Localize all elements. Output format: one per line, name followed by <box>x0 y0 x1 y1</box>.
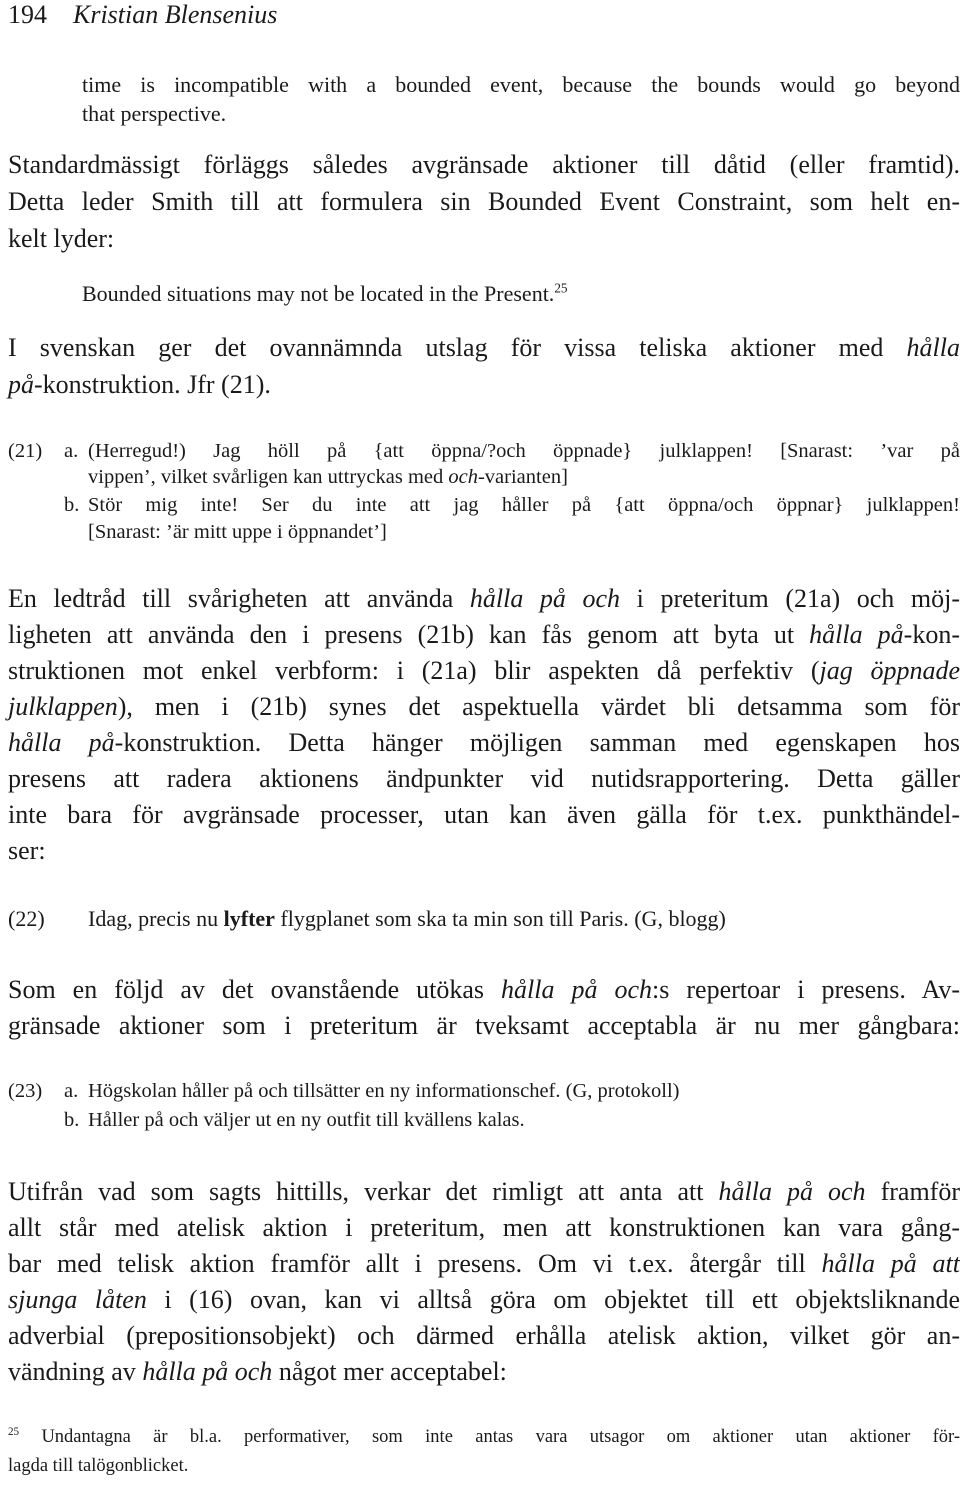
body-text: i preteritum (21a) och möj- <box>620 584 960 613</box>
body-text: struktionen mot enkel verbform: i (21a) blir aspekten då perfektiv ( <box>8 656 820 685</box>
italic-term: hålla på och <box>718 1177 866 1206</box>
running-title: Kristian Blensenius <box>73 0 278 29</box>
example-text: [Snarast: ’är mitt uppe i öppnandet’] <box>88 521 387 543</box>
body-text: :s repertoar i presens. Av- <box>652 975 960 1004</box>
body-text: i (16) ovan, kan vi alltså göra om objektet till ett objektsliknande <box>146 1285 960 1314</box>
italic-term: hålla på och <box>469 584 621 613</box>
body-line: allt står med atelisk aktion i preteritum, men att konstruktionen kan vara gång- <box>8 1213 960 1242</box>
example-text: vippen’, vilket svårligen kan uttryckas med <box>88 466 449 488</box>
example-text: flygplanet som ska ta min son till Paris. (G, blogg) <box>274 906 726 931</box>
example-label: b. <box>64 1109 80 1131</box>
italic-term: hålla på att <box>821 1249 960 1278</box>
italic-term: hålla på <box>8 728 115 757</box>
example-text: Stör mig inte! Ser du inte att jag håller på {att öppna/och öppnar} julklappen! <box>88 494 960 516</box>
example-text: Högskolan håller på och tillsätter en ny informationschef. (G, protokoll) <box>88 1080 680 1102</box>
body-text: ligheten att använda den i presens (21b) kan fås genom att byta ut <box>8 620 810 649</box>
body-line: inte bara för avgränsade processer, utan kan även gälla för t.ex. punkthändel- <box>8 800 960 829</box>
quote-line: that perspective. <box>82 101 227 126</box>
footnote-text: lagda till talögonblicket. <box>8 1456 189 1476</box>
body-text: ), men i (21b) synes det aspektuella värdet bli detsamma som för <box>117 692 960 721</box>
example-label: a. <box>64 1080 79 1102</box>
body-text: -konstruktion. Detta hänger möjligen samman med egenskapen hos <box>114 728 960 757</box>
body-text: -konstruktion. Jfr (21). <box>34 370 271 399</box>
body-text: framför <box>865 1177 960 1206</box>
example-label: a. <box>64 440 79 462</box>
body-line: Standardmässigt förläggs således avgränsade aktioner till dåtid (eller framtid). <box>8 150 960 179</box>
example-number: (23) <box>8 1080 43 1102</box>
example-text: (Herregud!) Jag höll på {att öppna/?och öppnade} julklappen! [Snarast: ’var på <box>88 440 960 462</box>
body-text: -kon- <box>903 620 960 649</box>
example-number: (22) <box>8 906 45 931</box>
constraint-text: Bounded situations may not be located in the Present. <box>82 281 555 306</box>
body-text: bar med telisk aktion framför allt i presens. Om vi t.ex. återgår till <box>8 1249 822 1278</box>
example-text: Idag, precis nu <box>88 906 224 931</box>
body-text: Som en följd av det ovanstående utökas <box>8 975 502 1004</box>
body-text: I svenskan ger det ovannämnda utslag för vissa teliska aktioner med <box>8 333 907 362</box>
italic-term: jag öppnade <box>819 656 960 685</box>
body-line: adverbial (prepositionsobjekt) och därmed erhålla atelisk aktion, vilket gör an- <box>8 1321 960 1350</box>
body-text: Utifrån vad som sagts hittills, verkar det rimligt att anta att <box>8 1177 719 1206</box>
italic-term: och <box>448 466 478 488</box>
example-text: -varianten] <box>477 466 568 488</box>
footnote-number: 25 <box>8 1425 20 1438</box>
italic-term: hålla <box>906 333 960 362</box>
constraint-quote <box>82 281 568 307</box>
body-line: ser: <box>8 836 46 865</box>
quote-line: time is incompatible with a bounded event, because the bounds would go beyond <box>82 72 960 97</box>
italic-term: hålla på och <box>501 975 653 1004</box>
example-text: Håller på och väljer ut en ny outfit till kvällens kalas. <box>88 1109 525 1131</box>
body-line: Detta leder Smith till att formulera sin Bounded Event Constraint, som helt en- <box>8 187 960 216</box>
italic-term: julklappen <box>8 692 118 721</box>
bold-term: lyfter <box>223 906 275 931</box>
body-line: kelt lyder: <box>8 224 115 253</box>
footnote-ref: 25 <box>554 280 568 296</box>
body-text: vändning av <box>8 1357 143 1386</box>
body-text: En ledtråd till svårigheten att använda <box>8 584 470 613</box>
body-text: något mer acceptabel: <box>272 1357 507 1386</box>
body-line: gränsade aktioner som i preteritum är tveksamt acceptabla är nu mer gångbara: <box>8 1011 960 1040</box>
italic-term: hålla på och <box>142 1357 273 1386</box>
body-line: presens att radera aktionens ändpunkter vid nutidsrapportering. Detta gäller <box>8 764 960 793</box>
italic-term: sjunga låten <box>8 1285 147 1314</box>
example-number: (21) <box>8 440 43 462</box>
example-label: b. <box>64 494 80 516</box>
italic-term: hålla på <box>809 620 904 649</box>
page-number: 194 <box>8 0 47 29</box>
running-header <box>8 0 277 30</box>
footnote-text: Undantagna är bl.a. performativer, som inte antas vara utsagor om aktioner utan aktioner för- <box>41 1427 960 1447</box>
italic-term: på <box>8 370 34 399</box>
